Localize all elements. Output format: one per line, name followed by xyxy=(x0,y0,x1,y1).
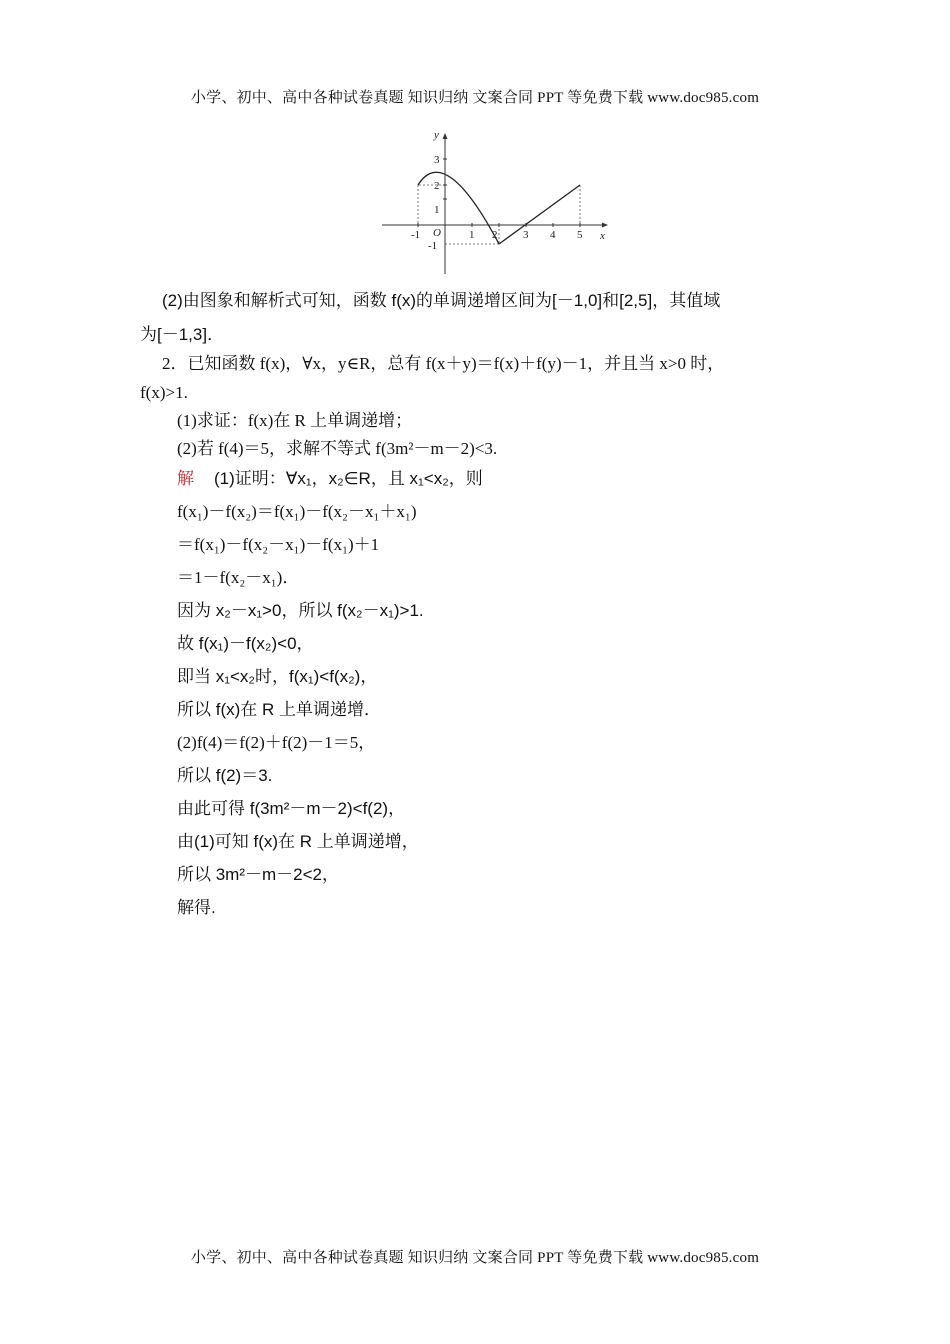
solution-line: 所以 f(2)＝3. xyxy=(177,766,273,785)
y-tick-label: 3 xyxy=(434,154,440,166)
question-part-1: (1)求证：f(x)在 R 上单调递增； xyxy=(177,411,413,430)
x-axis-label: x xyxy=(600,230,605,242)
solution-line: f(x₁)－f(x₂)＝f(x₁)－f(x₂－x₁＋x₁) xyxy=(177,502,417,521)
solution-line: 由(1)可知 f(x)在 R 上单调递增， xyxy=(177,832,419,851)
solution-line: 所以 3m²－m－2<2， xyxy=(177,865,339,884)
question-line: 2．已知函数 f(x)，∀x，y∈R，总有 f(x＋y)＝f(x)＋f(y)－1，并且当 x>0 时， xyxy=(162,354,725,373)
x-tick-label: 1 xyxy=(469,229,475,241)
solution-line: (2)f(4)＝f(2)＋f(2)－1＝5， xyxy=(177,733,376,752)
solution-line: 故 f(x₁)－f(x₂)<0， xyxy=(177,634,314,653)
x-tick-label: 2 xyxy=(492,229,498,241)
function-graph xyxy=(372,124,618,280)
solution-line: 解得. xyxy=(177,898,216,917)
origin-label: O xyxy=(433,227,441,239)
x-tick-label: 5 xyxy=(577,229,583,241)
page-header: 小学、初中、高中各种试卷真题 知识归纳 文案合同 PPT 等免费下载 www.doc985.com xyxy=(190,90,760,106)
solution-line: 由此可得 f(3m²－m－2)<f(2)， xyxy=(177,799,406,818)
y-axis-label: y xyxy=(434,129,439,141)
y-tick-label: 2 xyxy=(434,180,440,192)
solution-line: 因为 x₂－x₁>0，所以 f(x₂－x₁)>1. xyxy=(177,601,424,620)
solution-line: (1)证明：∀x₁，x₂∈R，且 x₁<x₂，则 xyxy=(214,469,483,488)
answer-line: (2)由图象和解析式可知，函数 f(x)的单调递增区间为[－1,0]和[2,5]，其值域 xyxy=(162,291,721,310)
solution-line: ＝1－f(x₂－x₁)． xyxy=(177,568,300,587)
solution-line: ＝f(x₁)－f(x₂－x₁)－f(x₁)＋1 xyxy=(177,535,380,554)
y-axis-arrow xyxy=(443,133,448,139)
y-tick-label: 1 xyxy=(434,204,440,216)
page-footer: 小学、初中、高中各种试卷真题 知识归纳 文案合同 PPT 等免费下载 www.doc985.com xyxy=(190,1250,760,1266)
x-tick-label: -1 xyxy=(411,229,421,241)
y-tick-label: -1 xyxy=(428,240,438,252)
x-axis-arrow xyxy=(602,223,608,228)
curve-line-segment xyxy=(499,185,580,244)
curve-parabola xyxy=(418,172,499,244)
question-part-2: (2)若 f(4)＝5，求解不等式 f(3m²－m－2)<3. xyxy=(177,439,498,458)
x-tick-label: 4 xyxy=(550,229,556,241)
x-tick-label: 3 xyxy=(523,229,529,241)
solution-line: 即当 x₁<x₂时，f(x₁)<f(x₂)， xyxy=(177,667,378,686)
question-line: f(x)>1. xyxy=(140,383,188,402)
solution-line: 所以 f(x)在 R 上单调递增． xyxy=(177,700,381,719)
solution-tag: 解 xyxy=(177,469,194,488)
answer-line: 为[－1,3]． xyxy=(140,325,225,344)
